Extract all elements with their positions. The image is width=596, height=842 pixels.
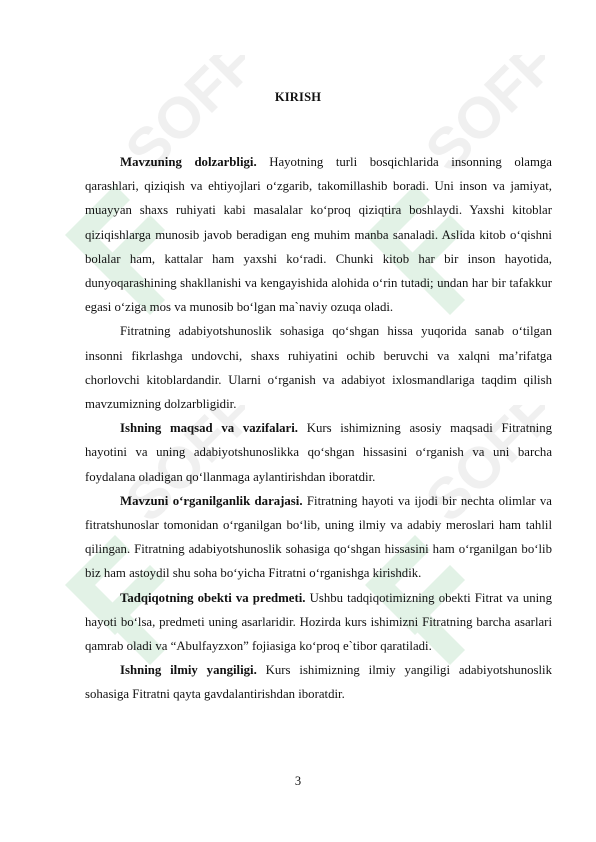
paragraph-text: Ushbu tadqiqotimizning obekti Fitrat va uning hayoti bo‘lsa, predmeti uning asarlaridir. Hozirda kurs ishimizni Fitratning barcha asarlari qamrab oladi va “Abulfayzxon” fojiasiga ko‘proq e`tibor qaratiladi. bbox=[85, 590, 552, 654]
paragraph bbox=[85, 150, 552, 319]
paragraph-lead: Tadqiqotning obekti va predmeti. bbox=[120, 590, 306, 605]
paragraph-lead: Ishning ilmiy yangiligi. bbox=[120, 663, 257, 678]
paragraph-text: Kurs ishimizning ilmiy yangiligi adabiyotshunoslik sohasiga Fitratni qayta gavdalantirishdan iboratdir. bbox=[85, 663, 552, 702]
paragraph-lead: Mavzuni o‘rganilganlik darajasi. bbox=[120, 493, 303, 508]
svg-text:SOFF: SOFF bbox=[413, 55, 545, 185]
svg-text:SOFF: SOFF bbox=[113, 55, 245, 185]
paragraph-text: Hayotning turli bosqichlarida insonning olamga qarashlari, qiziqish va ehtiyojlari o‘zgarib, takomillashib boradi. Uni inson va jamiyat, muayyan shaxs ruhiyati kabi masalalar ko‘proq qiziqtira boshlaydi. Yaxshi kitoblar qiziqishlarga munosib javob beradigan eng muhim manba sanaladi. Aslida kitob o‘qishni bolalar ham, kattalar ham yaxshi ko‘radi. Chunki kitob har bir inson hayotida, dunyoqarashining shakllanishi va kengayishida alohida o‘rin tutadi; undan har bir tafakkur egasi o‘ziga mos va munosib bo‘lgan ma`naviy ozuqa oladi. bbox=[85, 155, 552, 315]
paragraph bbox=[85, 489, 552, 586]
body-text bbox=[85, 150, 552, 707]
paragraph bbox=[85, 586, 552, 659]
paragraph bbox=[85, 416, 552, 489]
paragraph-lead: Ishning maqsad va vazifalari. bbox=[120, 421, 298, 436]
paragraph-lead: Mavzuning dolzarbligi. bbox=[120, 155, 257, 169]
svg-text:SOFF: SOFF bbox=[413, 405, 545, 535]
paragraph-text: Kurs ishimizning asosiy maqsadi Fitratning hayotini va uning adabiyotshunoslikka qo‘shgan hissasini o‘rganish va uni barcha foydalana oladigan qo‘llanmaga aylantirishdan iboratdir. bbox=[85, 421, 553, 484]
paragraph-text: Fitratning hayoti va ijodi bir nechta olimlar va fitratshunoslar tomonidan o‘rganilgan bo‘lib, uning ilmiy va adabiy meroslari ham tahlil qilingan. Fitratning adabiyotshunoslik sohasiga qo‘shgan hissasini ham o‘rganilgan bo‘lib biz ham astoydil shu soha bo‘yicha Fitratni o‘rganishga kirishdik. bbox=[85, 493, 552, 581]
paragraph bbox=[85, 658, 552, 706]
paragraph bbox=[85, 319, 552, 416]
page-number: 3 bbox=[294, 774, 302, 788]
paragraph-text: Fitratning adabiyotshunoslik sohasiga qo‘shgan hissa yuqorida sanab o‘tilgan insonni fikrlashga undovchi, shaxs ruhiyatini ochib beruvchi va xalqni ma’rifatga chorlovchi kitoblardandir. Ularni o‘rganish va adabiyot ixlosmandlariga taqdim qilish mavzumizning dolzarbligidir. bbox=[85, 324, 552, 412]
svg-text:SOFF: SOFF bbox=[113, 405, 245, 535]
page-title: KIRISH bbox=[274, 90, 322, 104]
